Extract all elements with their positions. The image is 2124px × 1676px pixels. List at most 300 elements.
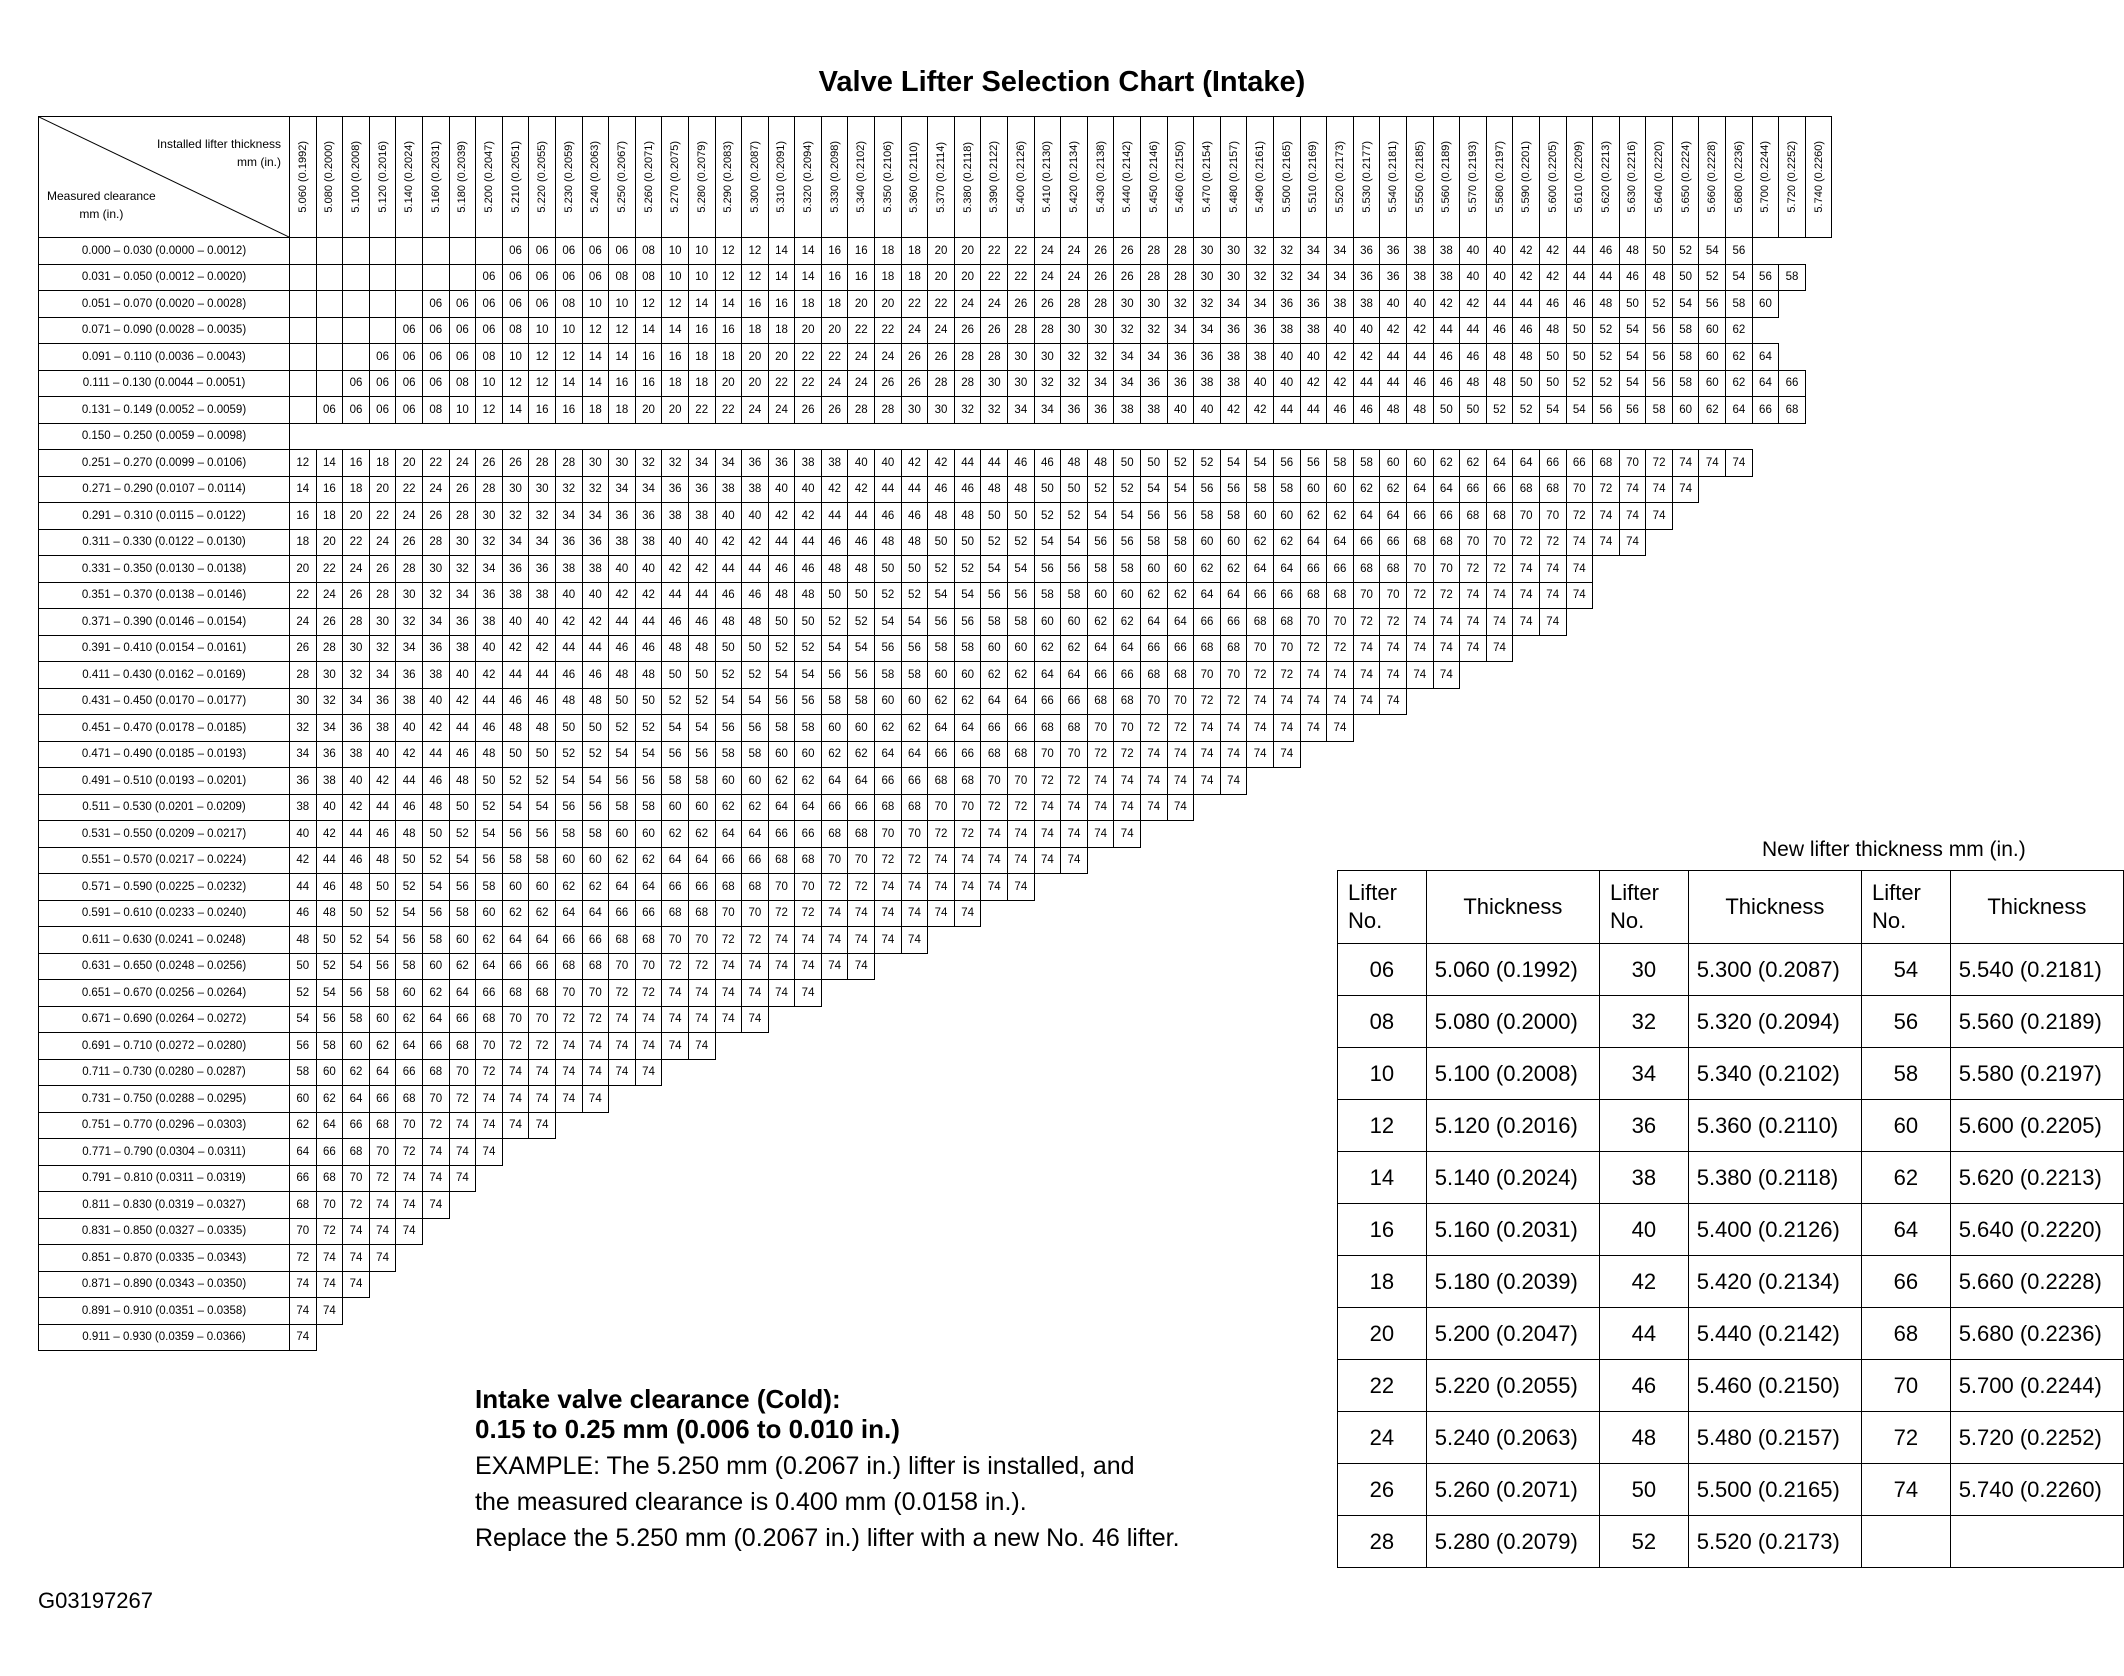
table-cell <box>795 1324 822 1351</box>
table-cell: 74 <box>529 1086 556 1113</box>
table-cell <box>1008 900 1035 927</box>
table-cell: 10 <box>688 238 715 265</box>
table-cell: 60 <box>449 927 476 954</box>
table-cell <box>768 1112 795 1139</box>
table-cell: 46 <box>662 609 689 636</box>
table-cell: 74 <box>1593 529 1620 556</box>
table-cell <box>422 1245 449 1272</box>
table-cell <box>1433 768 1460 795</box>
table-cell <box>1273 1245 1300 1272</box>
table-cell <box>609 1245 636 1272</box>
lifter-thickness: 5.680 (0.2236) <box>1950 1308 2123 1360</box>
column-header-label: 5.420 (0.2134) <box>1068 141 1081 213</box>
table-cell: 34 <box>1034 397 1061 424</box>
table-cell <box>901 1033 928 1060</box>
table-cell: 26 <box>795 397 822 424</box>
table-cell <box>1220 1112 1247 1139</box>
table-cell: 74 <box>1167 741 1194 768</box>
table-cell <box>795 1006 822 1033</box>
table-cell <box>290 238 317 265</box>
table-cell <box>316 370 343 397</box>
row-label: 0.551 – 0.570 (0.0217 – 0.0224) <box>39 847 290 874</box>
table-cell: 36 <box>1247 317 1274 344</box>
table-cell: 34 <box>1327 264 1354 291</box>
table-cell <box>1247 980 1274 1007</box>
table-cell: 62 <box>369 1033 396 1060</box>
table-cell <box>1805 264 1832 291</box>
table-cell <box>715 1218 742 1245</box>
table-cell: 18 <box>768 317 795 344</box>
table-cell <box>742 1086 769 1113</box>
table-cell <box>1247 900 1274 927</box>
table-cell <box>1566 423 1593 450</box>
table-cell <box>1087 1324 1114 1351</box>
table-cell: 50 <box>582 715 609 742</box>
table-cell: 70 <box>422 1086 449 1113</box>
table-cell: 74 <box>1726 450 1753 477</box>
table-cell: 64 <box>1008 688 1035 715</box>
table-cell <box>1167 1139 1194 1166</box>
table-cell: 56 <box>1008 582 1035 609</box>
table-cell: 74 <box>928 847 955 874</box>
lifter-number: 48 <box>1599 1412 1688 1464</box>
table-cell: 14 <box>502 397 529 424</box>
column-header-label: 5.700 (0.2244) <box>1759 141 1772 213</box>
table-cell: 66 <box>1141 635 1168 662</box>
table-cell <box>1779 688 1806 715</box>
table-cell: 68 <box>1087 688 1114 715</box>
table-cell: 44 <box>1593 264 1620 291</box>
table-cell: 20 <box>396 450 423 477</box>
table-cell: 52 <box>848 609 875 636</box>
table-cell: 60 <box>848 715 875 742</box>
table-cell <box>1513 821 1540 848</box>
table-cell <box>742 1192 769 1219</box>
table-cell: 66 <box>1752 397 1779 424</box>
table-cell <box>1699 741 1726 768</box>
table-cell <box>848 423 875 450</box>
table-cell: 06 <box>529 291 556 318</box>
table-cell <box>768 1218 795 1245</box>
table-cell: 38 <box>635 529 662 556</box>
table-cell: 74 <box>1114 768 1141 795</box>
table-cell: 42 <box>1327 344 1354 371</box>
table-cell <box>954 927 981 954</box>
table-cell <box>715 1086 742 1113</box>
table-cell: 52 <box>662 688 689 715</box>
table-cell: 74 <box>1034 794 1061 821</box>
table-cell: 48 <box>1513 344 1540 371</box>
table-cell: 38 <box>449 635 476 662</box>
table-cell <box>1061 874 1088 901</box>
table-cell <box>1300 794 1327 821</box>
table-cell: 72 <box>1380 609 1407 636</box>
table-cell: 64 <box>821 768 848 795</box>
row-label: 0.271 – 0.290 (0.0107 – 0.0114) <box>39 476 290 503</box>
table-cell: 72 <box>715 927 742 954</box>
table-cell: 16 <box>821 238 848 265</box>
table-cell: 34 <box>476 556 503 583</box>
table-cell <box>981 927 1008 954</box>
column-header <box>1486 117 1513 238</box>
table-cell: 54 <box>1087 503 1114 530</box>
table-cell: 56 <box>1646 317 1673 344</box>
row-label: 0.071 – 0.090 (0.0028 – 0.0035) <box>39 317 290 344</box>
table-cell <box>1593 768 1620 795</box>
table-cell: 08 <box>635 238 662 265</box>
table-cell <box>1034 1059 1061 1086</box>
lifter-number: 10 <box>1338 1048 1427 1100</box>
table-cell <box>1273 900 1300 927</box>
column-header <box>875 117 902 238</box>
table-cell: 28 <box>848 397 875 424</box>
table-cell: 20 <box>928 238 955 265</box>
table-cell <box>316 423 343 450</box>
table-cell: 52 <box>1593 344 1620 371</box>
lifter-thickness: 5.140 (0.2024) <box>1426 1152 1599 1204</box>
table-cell: 44 <box>1566 238 1593 265</box>
column-header <box>1805 117 1832 238</box>
lifter-number: 60 <box>1861 1100 1950 1152</box>
table-cell: 62 <box>1726 344 1753 371</box>
table-cell: 28 <box>476 476 503 503</box>
table-cell <box>928 1271 955 1298</box>
table-cell: 06 <box>369 344 396 371</box>
lifter-thickness: 5.280 (0.2079) <box>1426 1516 1599 1568</box>
table-cell <box>1699 635 1726 662</box>
table-cell <box>1752 662 1779 689</box>
table-cell: 52 <box>742 662 769 689</box>
table-cell <box>449 1324 476 1351</box>
table-cell: 24 <box>343 556 370 583</box>
table-cell: 26 <box>954 317 981 344</box>
column-header-label: 5.280 (0.2079) <box>695 141 708 213</box>
lifter-number: 46 <box>1599 1360 1688 1412</box>
table-cell: 30 <box>476 503 503 530</box>
table-cell: 56 <box>290 1033 317 1060</box>
table-cell <box>1779 635 1806 662</box>
table-cell: 24 <box>742 397 769 424</box>
lifter-number: 28 <box>1338 1516 1427 1568</box>
table-cell: 52 <box>422 847 449 874</box>
table-cell <box>1167 423 1194 450</box>
table-cell: 32 <box>635 450 662 477</box>
table-cell: 50 <box>662 662 689 689</box>
table-cell: 72 <box>1114 741 1141 768</box>
row-label: 0.491 – 0.510 (0.0193 – 0.0201) <box>39 768 290 795</box>
table-cell <box>396 1245 423 1272</box>
table-cell: 36 <box>529 556 556 583</box>
table-cell: 10 <box>609 291 636 318</box>
table-cell <box>476 1192 503 1219</box>
table-cell: 62 <box>1433 450 1460 477</box>
table-cell: 06 <box>343 370 370 397</box>
table-cell: 62 <box>422 980 449 1007</box>
table-cell: 70 <box>609 953 636 980</box>
table-cell <box>1805 662 1832 689</box>
table-cell: 68 <box>449 1033 476 1060</box>
table-cell: 34 <box>1247 291 1274 318</box>
row-label: 0.571 – 0.590 (0.0225 – 0.0232) <box>39 874 290 901</box>
table-cell: 56 <box>1752 264 1779 291</box>
column-header-label: 5.060 (0.1992) <box>296 141 309 213</box>
table-cell <box>1167 821 1194 848</box>
table-cell <box>1619 423 1646 450</box>
table-cell: 56 <box>715 715 742 742</box>
table-cell: 18 <box>901 238 928 265</box>
table-cell: 62 <box>316 1086 343 1113</box>
table-cell: 62 <box>1087 609 1114 636</box>
table-cell <box>1061 927 1088 954</box>
table-cell: 26 <box>396 529 423 556</box>
table-cell <box>954 1139 981 1166</box>
table-cell: 14 <box>768 264 795 291</box>
table-cell <box>1300 1112 1327 1139</box>
table-cell: 74 <box>688 1006 715 1033</box>
table-cell <box>1141 953 1168 980</box>
table-cell: 68 <box>290 1192 317 1219</box>
table-cell <box>609 1192 636 1219</box>
table-cell <box>1805 715 1832 742</box>
table-cell <box>1087 980 1114 1007</box>
table-cell: 16 <box>688 317 715 344</box>
table-cell <box>449 1271 476 1298</box>
table-cell: 60 <box>875 688 902 715</box>
table-cell: 26 <box>901 344 928 371</box>
table-cell <box>1646 821 1673 848</box>
table-cell: 60 <box>396 980 423 1007</box>
table-cell <box>529 1192 556 1219</box>
table-cell: 18 <box>688 370 715 397</box>
table-cell <box>928 927 955 954</box>
table-cell: 12 <box>502 370 529 397</box>
table-cell <box>1194 821 1221 848</box>
table-cell: 66 <box>901 768 928 795</box>
table-cell: 72 <box>396 1139 423 1166</box>
table-cell: 36 <box>1353 238 1380 265</box>
table-cell <box>290 370 317 397</box>
table-cell: 74 <box>1406 609 1433 636</box>
table-cell <box>1646 715 1673 742</box>
table-cell: 22 <box>795 370 822 397</box>
lifter-number: 58 <box>1861 1048 1950 1100</box>
table-cell: 64 <box>476 953 503 980</box>
table-cell <box>1539 715 1566 742</box>
table-cell <box>1220 1192 1247 1219</box>
table-cell <box>1008 1218 1035 1245</box>
table-cell: 64 <box>1061 662 1088 689</box>
table-cell <box>582 423 609 450</box>
table-cell <box>768 423 795 450</box>
column-header-label: 5.510 (0.2169) <box>1307 141 1320 213</box>
table-cell: 56 <box>1273 450 1300 477</box>
table-cell <box>662 1298 689 1325</box>
table-cell: 38 <box>715 476 742 503</box>
table-cell: 64 <box>635 874 662 901</box>
table-cell: 26 <box>1087 264 1114 291</box>
table-cell: 74 <box>742 1006 769 1033</box>
table-cell <box>954 423 981 450</box>
table-cell <box>1619 741 1646 768</box>
table-cell: 74 <box>1672 450 1699 477</box>
table-cell <box>1779 317 1806 344</box>
example-line-1: EXAMPLE: The 5.250 mm (0.2067 in.) lifter is installed, and <box>475 1452 1135 1480</box>
table-cell: 44 <box>396 768 423 795</box>
table-cell: 56 <box>981 582 1008 609</box>
table-cell: 06 <box>555 264 582 291</box>
table-cell: 48 <box>1008 476 1035 503</box>
table-cell: 18 <box>821 291 848 318</box>
table-cell <box>422 423 449 450</box>
table-cell: 50 <box>1061 476 1088 503</box>
table-cell <box>609 1086 636 1113</box>
table-cell: 64 <box>1406 476 1433 503</box>
table-cell: 34 <box>1194 317 1221 344</box>
table-cell: 60 <box>1034 609 1061 636</box>
table-cell <box>954 1059 981 1086</box>
table-cell: 70 <box>1460 529 1487 556</box>
table-cell <box>662 1112 689 1139</box>
table-cell: 42 <box>848 476 875 503</box>
table-cell <box>422 238 449 265</box>
table-cell <box>1593 609 1620 636</box>
table-cell <box>1779 291 1806 318</box>
table-cell: 74 <box>422 1192 449 1219</box>
column-header <box>1726 117 1753 238</box>
table-cell: 14 <box>768 238 795 265</box>
table-cell <box>1087 1086 1114 1113</box>
table-cell: 64 <box>954 715 981 742</box>
table-cell: 56 <box>582 794 609 821</box>
table-cell: 44 <box>1353 370 1380 397</box>
column-header <box>369 117 396 238</box>
table-cell: 56 <box>1300 450 1327 477</box>
table-cell <box>1646 423 1673 450</box>
table-cell <box>1805 688 1832 715</box>
table-cell: 74 <box>1619 476 1646 503</box>
table-cell: 74 <box>502 1112 529 1139</box>
table-cell <box>1141 1192 1168 1219</box>
table-cell <box>1167 874 1194 901</box>
table-cell: 70 <box>821 847 848 874</box>
table-cell <box>662 1192 689 1219</box>
table-cell <box>1619 821 1646 848</box>
table-cell: 74 <box>476 1112 503 1139</box>
table-cell: 06 <box>369 370 396 397</box>
table-cell <box>1805 741 1832 768</box>
table-cell: 58 <box>795 715 822 742</box>
table-cell: 54 <box>609 741 636 768</box>
table-cell: 66 <box>316 1139 343 1166</box>
table-cell: 18 <box>715 344 742 371</box>
table-cell <box>529 1298 556 1325</box>
table-cell: 58 <box>1034 582 1061 609</box>
table-cell <box>928 953 955 980</box>
table-cell <box>1726 609 1753 636</box>
table-cell <box>715 1033 742 1060</box>
table-cell <box>502 1192 529 1219</box>
table-cell: 60 <box>1061 609 1088 636</box>
table-cell: 74 <box>449 1139 476 1166</box>
table-cell <box>901 1112 928 1139</box>
table-cell: 68 <box>768 847 795 874</box>
table-cell: 60 <box>742 768 769 795</box>
row-label: 0.651 – 0.670 (0.0256 – 0.0264) <box>39 980 290 1007</box>
table-cell <box>1726 556 1753 583</box>
table-cell: 60 <box>1247 503 1274 530</box>
table-cell: 12 <box>476 397 503 424</box>
table-cell <box>1034 423 1061 450</box>
table-cell: 74 <box>1034 821 1061 848</box>
table-cell: 26 <box>449 476 476 503</box>
table-cell: 66 <box>1539 450 1566 477</box>
table-cell: 70 <box>1300 609 1327 636</box>
table-cell <box>1752 423 1779 450</box>
header-thickness: Thickness <box>1426 871 1599 944</box>
table-cell: 58 <box>1726 291 1753 318</box>
table-cell: 64 <box>1247 556 1274 583</box>
table-cell: 66 <box>609 900 636 927</box>
table-cell: 62 <box>1247 529 1274 556</box>
table-cell <box>1273 874 1300 901</box>
table-cell: 58 <box>1646 397 1673 424</box>
table-cell <box>555 1112 582 1139</box>
row-label: 0.811 – 0.830 (0.0319 – 0.0327) <box>39 1192 290 1219</box>
table-cell: 32 <box>290 715 317 742</box>
table-cell: 74 <box>316 1245 343 1272</box>
column-header <box>768 117 795 238</box>
table-cell: 74 <box>476 1139 503 1166</box>
table-cell: 54 <box>422 874 449 901</box>
table-row <box>39 662 1832 689</box>
table-cell <box>1087 1033 1114 1060</box>
table-cell: 36 <box>609 503 636 530</box>
table-cell: 46 <box>1486 317 1513 344</box>
table-cell: 64 <box>1513 450 1540 477</box>
table-cell: 68 <box>1433 529 1460 556</box>
table-cell: 74 <box>1034 847 1061 874</box>
table-cell <box>1406 688 1433 715</box>
table-cell: 74 <box>343 1245 370 1272</box>
table-cell: 34 <box>635 476 662 503</box>
table-cell: 48 <box>1486 344 1513 371</box>
table-cell <box>821 1192 848 1219</box>
table-cell <box>1167 900 1194 927</box>
reference-row <box>1338 1100 2124 1152</box>
table-cell: 58 <box>1672 344 1699 371</box>
table-cell: 68 <box>901 794 928 821</box>
table-cell <box>343 317 370 344</box>
table-cell: 36 <box>1167 344 1194 371</box>
table-cell: 72 <box>369 1165 396 1192</box>
table-cell <box>1779 344 1806 371</box>
column-header-label: 5.230 (0.2059) <box>562 141 575 213</box>
table-cell: 42 <box>1220 397 1247 424</box>
table-cell <box>1699 503 1726 530</box>
table-cell: 74 <box>1593 503 1620 530</box>
table-cell: 60 <box>582 847 609 874</box>
column-header-label: 5.600 (0.2205) <box>1546 141 1559 213</box>
table-cell <box>449 238 476 265</box>
table-cell <box>1247 1086 1274 1113</box>
table-cell: 06 <box>476 291 503 318</box>
table-cell <box>795 1059 822 1086</box>
table-cell: 74 <box>1327 662 1354 689</box>
table-cell <box>1220 847 1247 874</box>
table-cell: 24 <box>768 397 795 424</box>
table-cell: 44 <box>1406 344 1433 371</box>
table-cell: 22 <box>875 317 902 344</box>
